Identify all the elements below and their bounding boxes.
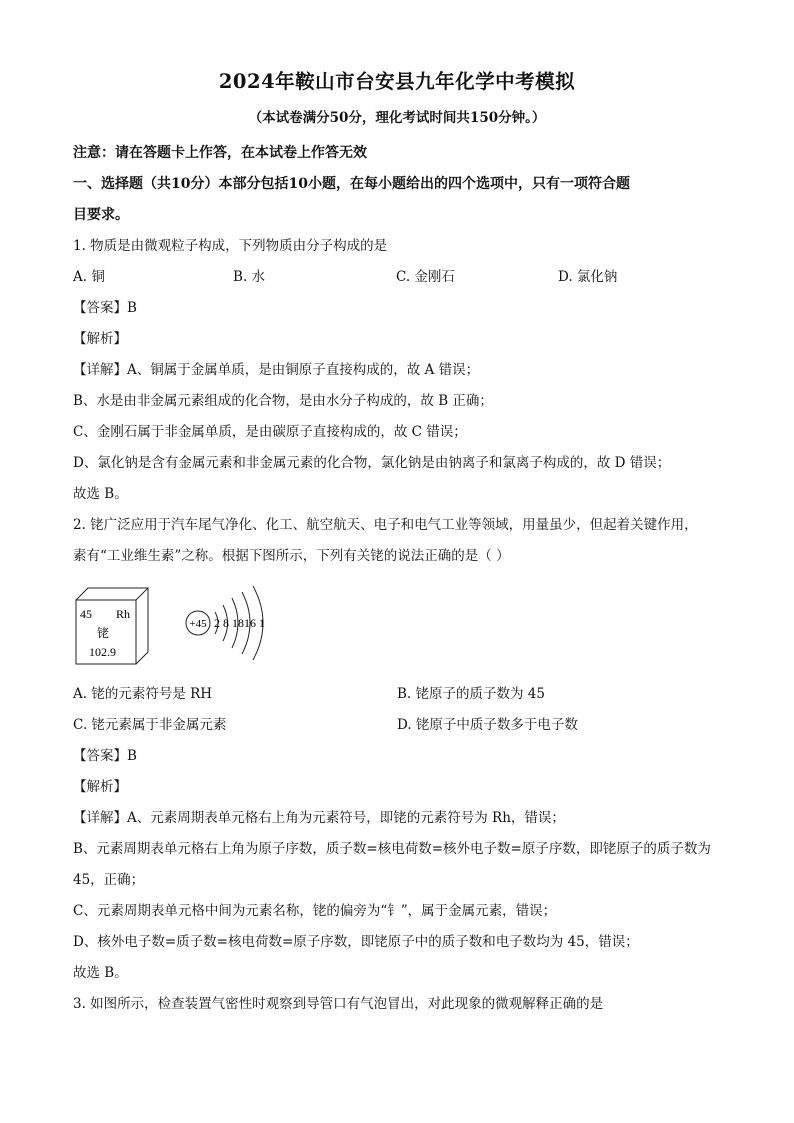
atomic-mass: 102.9 [89,645,116,659]
section-heading-cont: 目要求。 [73,207,129,223]
q1-detail-line: B、水是由非金属元素组成的化合物，是由水分子构成的，故 B 正确； [73,393,493,409]
q2-answer: 【答案】B [73,748,137,764]
q2-stem-cont: 素有“工业维生素”之称。根据下图所示，下列有关铑的说法正确的是（ ） [73,548,510,564]
section-heading: 一、选择题（共10分）本部分包括10小题，在每小题给出的四个选项中，只有一项符合题 [73,176,630,192]
q1-answer: 【答案】B [73,300,137,316]
nucleus-charge: +45 [189,618,207,630]
q1-detail-line: D、氯化钠是含有金属元素和非金属元素的化合物，氯化钠是由钠离子和氯离子构成的，故 D 错误； [73,455,671,471]
q2-option-a: A. 铑的元素符号是 RH [73,686,213,702]
rhodium-figure [72,578,292,678]
atom-structure-diagram [186,586,265,660]
q1-detail-line: 故选 B。 [73,486,128,502]
q2-detail-line: 45，正确； [73,872,145,888]
q3-stem: 3. 如图所示，检查装置气密性时观察到导管口有气泡冒出，对此现象的微观解释正确的是 [73,996,604,1012]
element-name: 铑 [97,626,110,640]
q2-detail-line: B、元素周期表单元格右上角为原子序数，质子数=核电荷数=核外电子数=原子序数，即铑原子的质子数为 [73,841,711,857]
electron-counts: 2 8 1816 1 [214,616,265,630]
q1-analysis-label: 【解析】 [73,331,127,347]
q1-detail-line: 【详解】A、铜属于金属单质，是由铜原子直接构成的，故 A 错误； [73,362,480,378]
notice: 注意：请在答题卡上作答，在本试卷上作答无效 [73,145,367,161]
q1-option-d: D. 氯化钠 [558,269,618,285]
q2-detail-line: 故选 B。 [73,965,128,981]
page-title: 2024年鞍山市台安县九年化学中考模拟 [218,70,576,93]
q1-option-b: B. 水 [233,269,266,285]
q2-analysis-label: 【解析】 [73,779,127,795]
q2-stem: 2. 铑广泛应用于汽车尾气净化、化工、航空航天、电子和电气工业等领域，用量虽少，但起着关键作用， [73,517,698,533]
q1-detail-line: C、金刚石属于非金属单质，是由碳原子直接构成的，故 C 错误； [73,424,467,440]
q2-option-d: D. 铑原子中质子数多于电子数 [397,717,578,733]
q1-option-a: A. 铜 [73,269,105,285]
periodic-table-cell [76,588,148,664]
q2-option-b: B. 铑原子的质子数为 45 [397,686,545,702]
q2-option-c: C. 铑元素属于非金属元素 [73,717,227,733]
q2-detail-line: 【详解】A、元素周期表单元格右上角为元素符号，即铑的元素符号为 Rh，错误； [73,810,565,826]
q2-detail-line: D、核外电子数=质子数=核电荷数=原子序数，即铑原子中的质子数和电子数均为 45，错误； [73,934,639,950]
element-symbol: Rh [116,607,131,621]
atomic-number: 45 [80,607,92,621]
page-subtitle: （本试卷满分50分，理化考试时间共150分钟。） [248,110,546,126]
q1-option-c: C. 金刚石 [396,269,455,285]
q2-detail-line: C、元素周期表单元格中间为元素名称，铑的偏旁为“钅”，属于金属元素，错误； [73,903,557,919]
q1-stem: 1. 物质是由微观粒子构成，下列物质由分子构成的是 [73,238,388,254]
